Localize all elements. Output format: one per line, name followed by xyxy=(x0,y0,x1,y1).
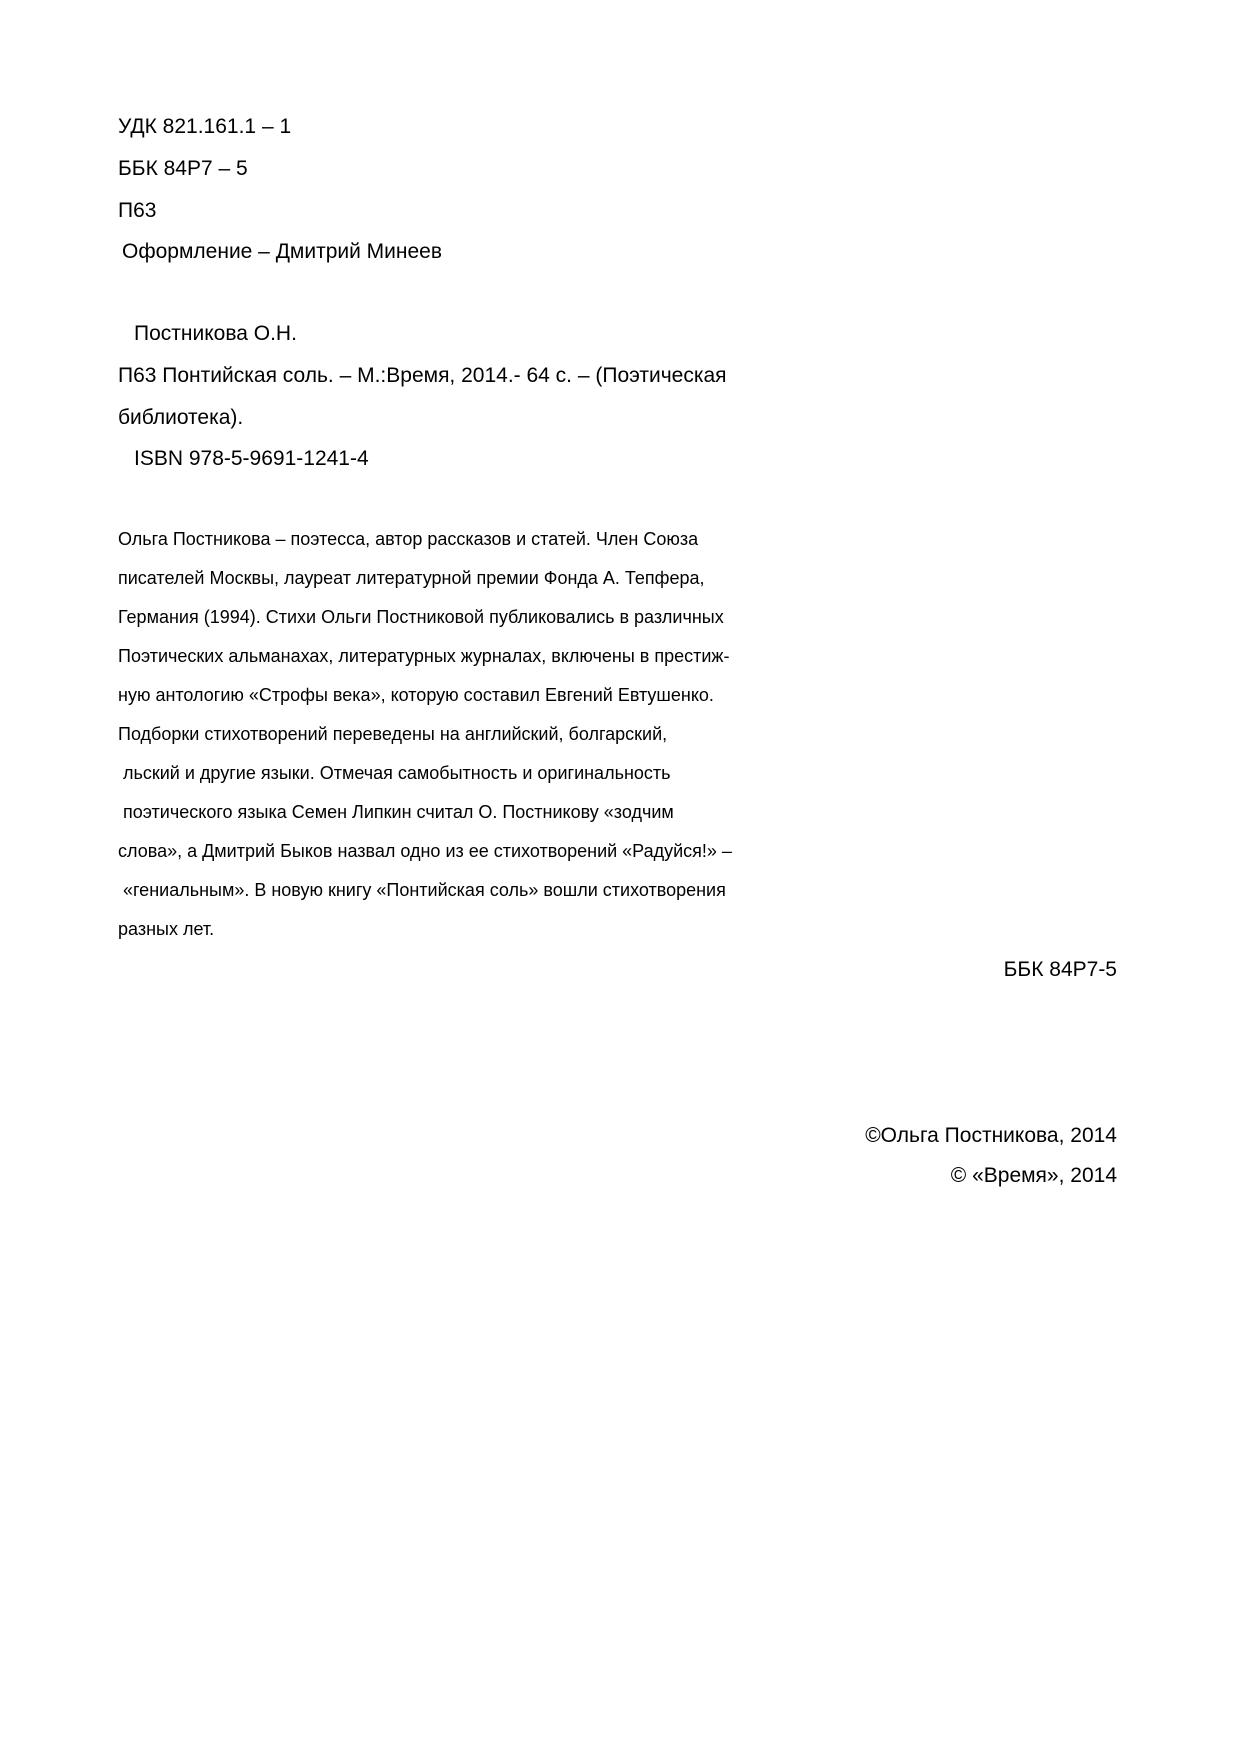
title-line: П63 Понтийская соль. – М.:Время, 2014.- 64 с. – (Поэтическая xyxy=(118,364,727,387)
annotation-line: ную антологию «Строфы века», которую составил Евгений Евтушенко. xyxy=(118,685,714,705)
annotation-line: Ольга Постникова – поэтесса, автор рассказов и статей. Член Союза xyxy=(118,529,699,549)
udk-code: УДК 821.161.1 – 1 xyxy=(118,115,292,138)
bbk-footer: ББК 84Р7-5 xyxy=(1003,958,1117,981)
annotation-line: Германия (1994). Стихи Ольги Постниковой публиковались в различных xyxy=(118,607,724,627)
annotation-line: писателей Москвы, лауреат литературной премии Фонда А. Тепфера, xyxy=(118,568,705,588)
annotation-line: слова», а Дмитрий Быков назвал одно из ее стихотворений «Радуйся!» – xyxy=(118,841,732,861)
annotation-line: Поэтических альманахах, литературных журналах, включены в престиж- xyxy=(118,646,730,666)
annotation-line: льский и другие языки. Отмечая самобытность и оригинальность xyxy=(118,763,671,783)
annotation-line: «гениальным». В новую книгу «Понтийская соль» вошли стихотворения xyxy=(118,880,726,900)
copyright-author: ©Ольга Постникова, 2014 xyxy=(865,1124,1117,1147)
author-mark: П63 xyxy=(118,199,157,222)
isbn: ISBN 978-5-9691-1241-4 xyxy=(134,447,369,470)
design-credit: Оформление – Дмитрий Минеев xyxy=(122,240,443,263)
annotation-line: разных лет. xyxy=(118,919,215,939)
bbk-code: ББК 84Р7 – 5 xyxy=(118,157,248,180)
annotation-line: Подборки стихотворений переведены на английский, болгарский, xyxy=(118,724,668,744)
title-line: библиотека). xyxy=(118,406,244,429)
annotation-line: поэтического языка Семен Липкин считал О. Постникову «зодчим xyxy=(118,802,674,822)
author-name: Постникова О.Н. xyxy=(134,322,297,345)
copyright-publisher: © «Время», 2014 xyxy=(950,1164,1117,1187)
